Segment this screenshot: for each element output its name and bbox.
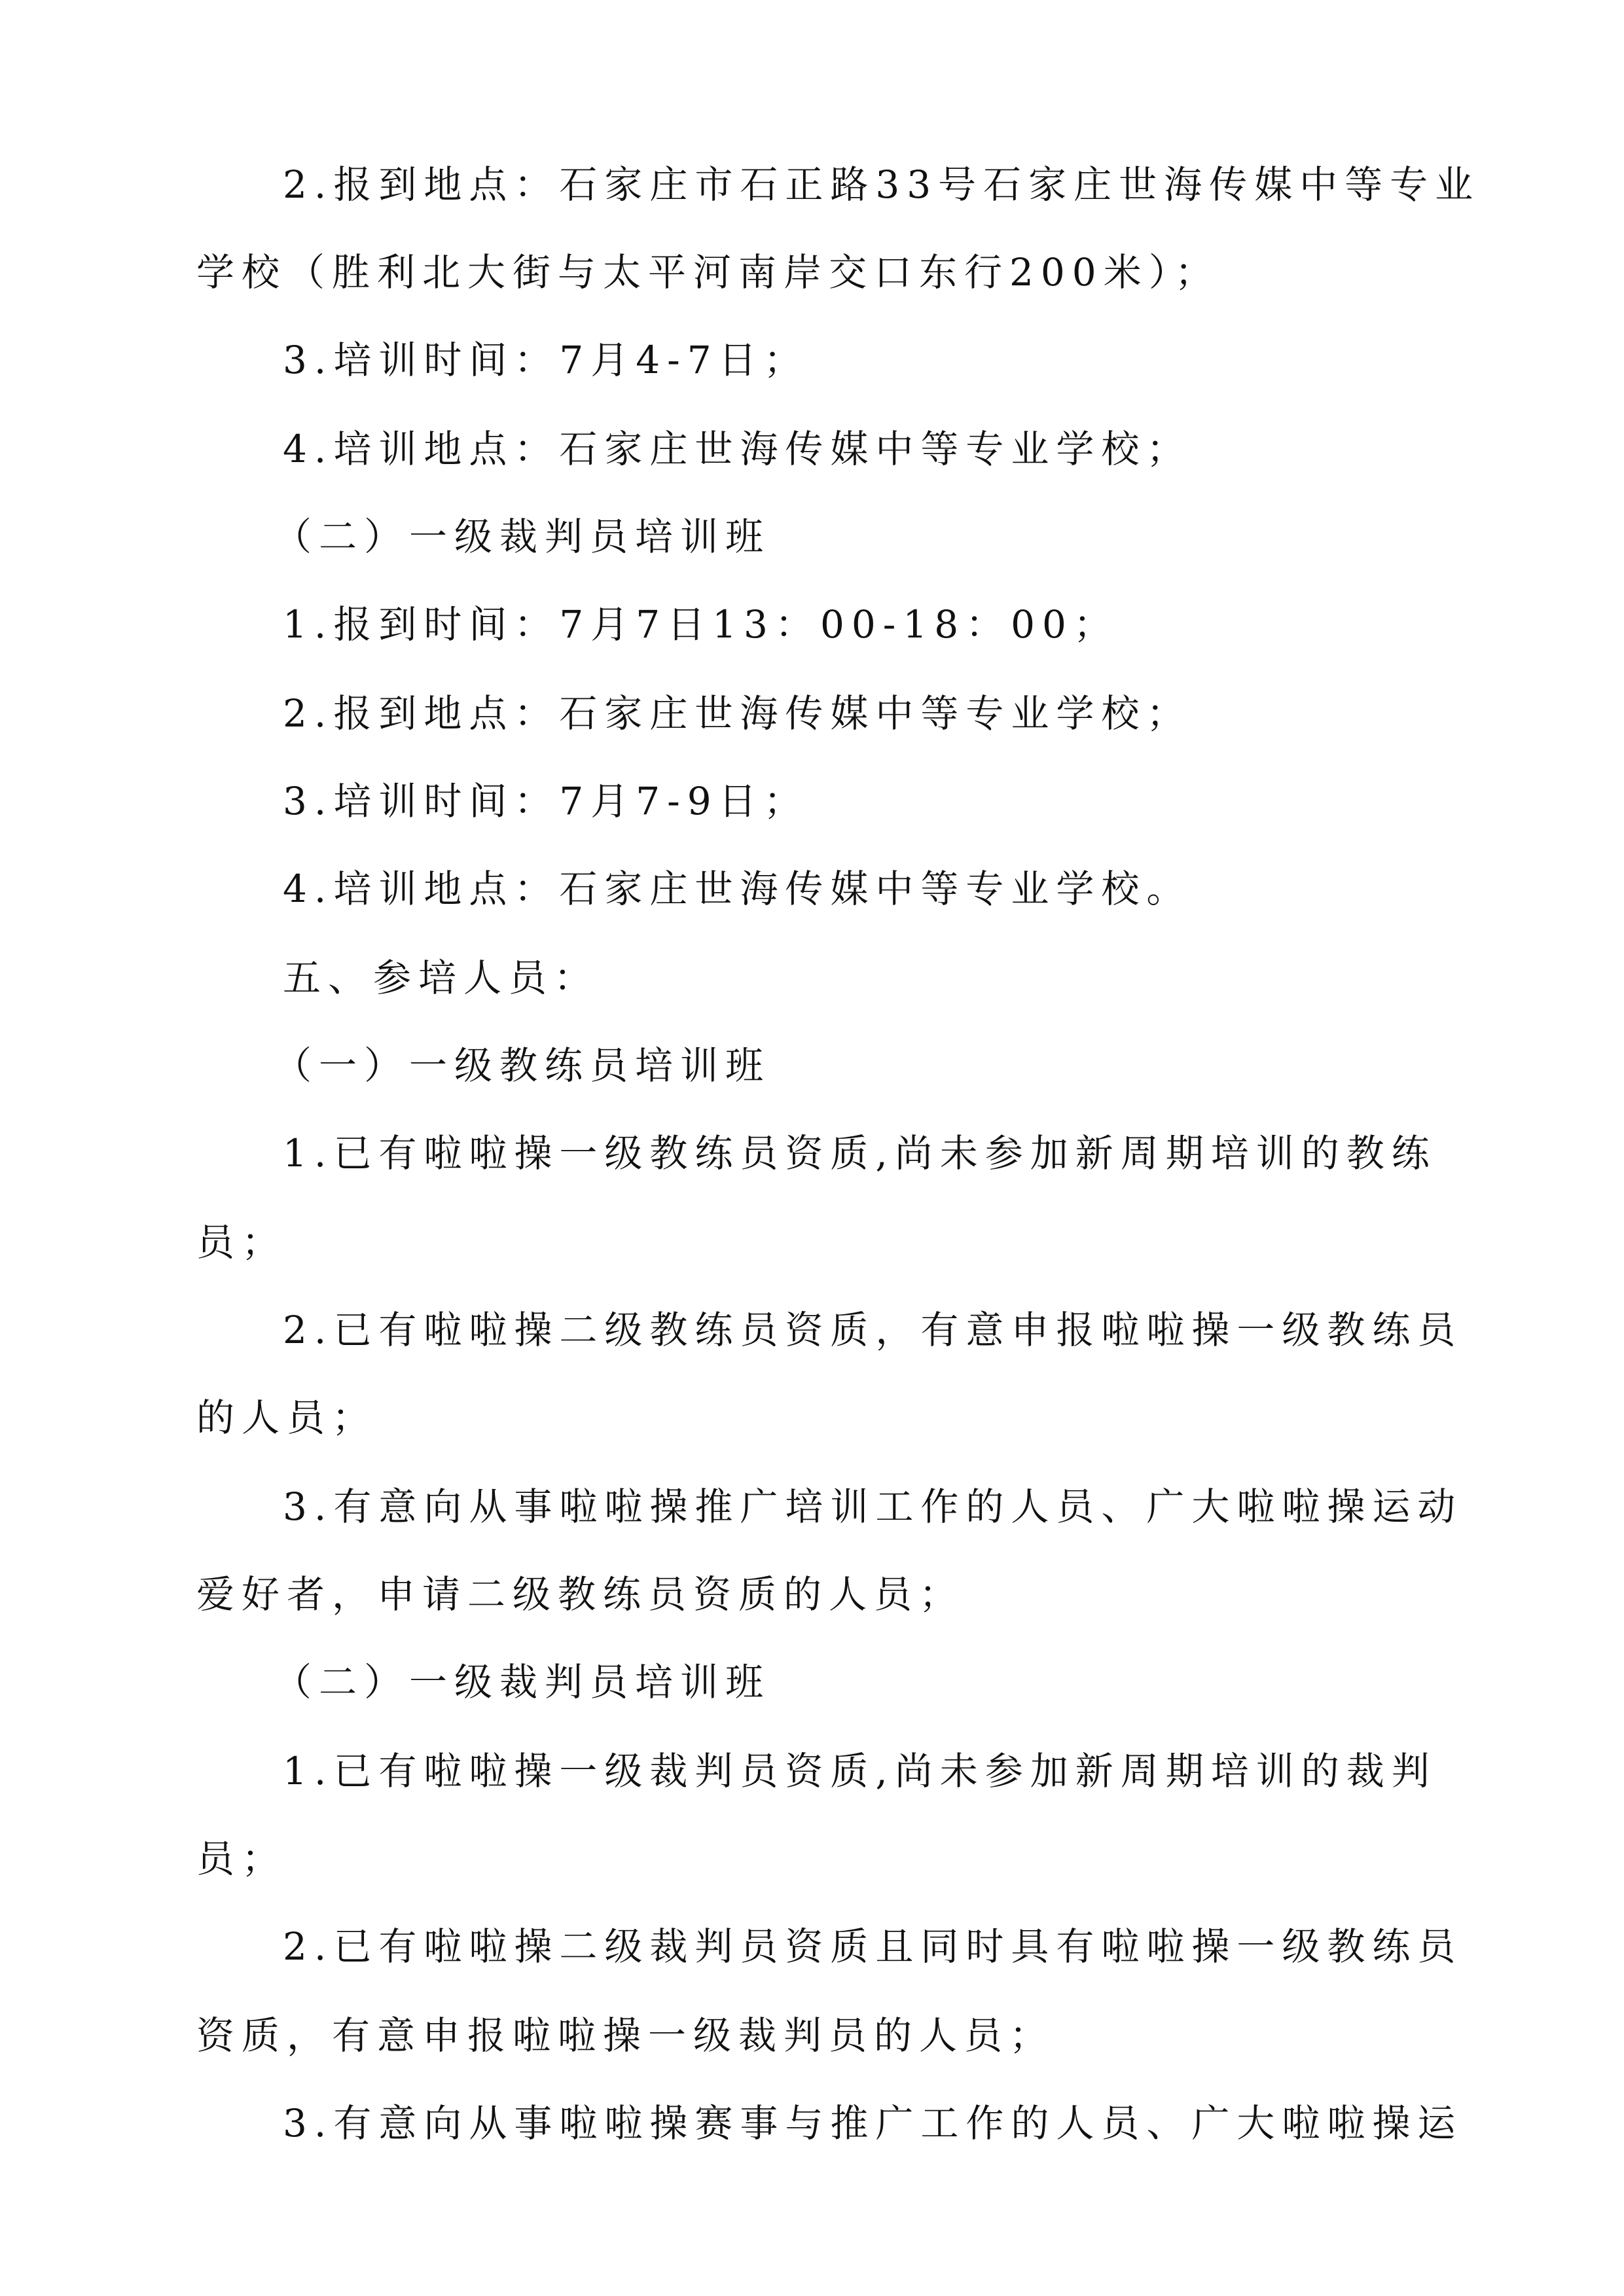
text-line-6: 1.报到时间：7月7日13：00-18：00； bbox=[283, 602, 1119, 647]
text-line-1: 2.报到地点：石家庄市石正路33号石家庄世海传媒中等专业 bbox=[283, 162, 1481, 207]
text-line-23: 3.有意向从事啦啦操赛事与推广工作的人员、广大啦啦操运 bbox=[283, 2101, 1463, 2145]
text-line-16: 3.有意向从事啦啦操推广培训工作的人员、广大啦啦操运动 bbox=[283, 1484, 1463, 1529]
text-line-17: 爱好者，申请二级教练员资质的人员； bbox=[196, 1572, 965, 1617]
text-line-15: 的人员； bbox=[196, 1395, 378, 1440]
text-line-9: 4.培训地点：石家庄世海传媒中等专业学校。 bbox=[283, 867, 1192, 911]
text-line-8: 3.培训时间：7月7-9日； bbox=[283, 779, 809, 823]
text-line-12: 1.已有啦啦操一级教练员资质,尚未参加新周期培训的教练 bbox=[283, 1131, 1437, 1175]
text-line-3: 3.培训时间：7月4-7日； bbox=[283, 338, 809, 382]
section-heading-participants: 五、参培人员： bbox=[283, 956, 600, 1000]
text-line-14: 2.已有啦啦操二级教练员资质，有意申报啦啦操一级教练员 bbox=[283, 1308, 1463, 1352]
text-line-19: 1.已有啦啦操一级裁判员资质,尚未参加新周期培训的裁判 bbox=[283, 1749, 1437, 1793]
text-line-2: 学校（胜利北大街与太平河南岸交口东行200米）； bbox=[196, 250, 1220, 295]
section-heading-coach-class: （一）一级教练员培训班 bbox=[274, 1043, 771, 1088]
text-line-22: 资质，有意申报啦啦操一级裁判员的人员； bbox=[196, 2013, 1055, 2058]
text-line-7: 2.报到地点：石家庄世海传媒中等专业学校； bbox=[283, 691, 1192, 736]
text-line-21: 2.已有啦啦操二级裁判员资质且同时具有啦啦操一级教练员 bbox=[283, 1924, 1463, 1969]
text-line-20: 员； bbox=[196, 1837, 287, 1881]
text-line-13: 员； bbox=[196, 1220, 287, 1265]
text-line-4: 4.培训地点：石家庄世海传媒中等专业学校； bbox=[283, 427, 1192, 471]
section-heading-referee-class: （二）一级裁判员培训班 bbox=[274, 514, 771, 559]
section-heading-referee-class-2: （二）一级裁判员培训班 bbox=[274, 1660, 771, 1704]
